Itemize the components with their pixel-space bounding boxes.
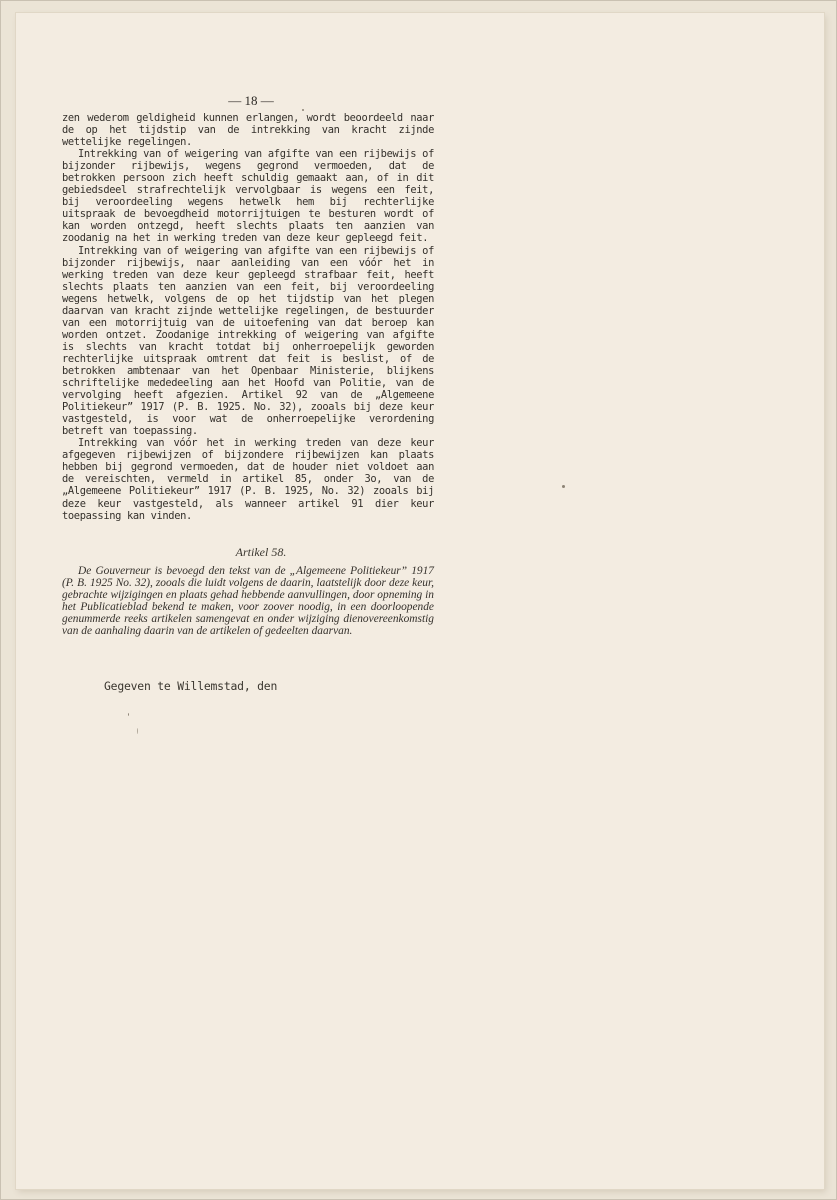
paper-speck [302, 109, 304, 111]
paper-speck [128, 713, 129, 716]
paragraph-revocation-suspicion: Intrekking van of weigering van afgifte van een rijbewijs of bijzonder rijbewijs, wegens gegrond vermoeden, dat de betrokken persoon zich heeft schuldig gemaakt aan, of in dit gebiedsdeel strafrechtelijk vervolgbaar is wegens een feit, bij veroordeeling wegens hetwelk hem bij rechterlijke uitspraak de bevoegdheid motorrijtuigen te besturen wordt of kan worden ontzegd, heeft slechts plaats ten aanzien van zoodanig na het in werking treden van deze keur gepleegd feit. [62, 148, 434, 245]
paragraph-continued: zen wederom geldigheid kunnen erlangen, wordt beoordeeld naar de op het tijdstip van de intrekking van kracht zijnde wettelijke regelingen. [62, 112, 434, 149]
paper-speck [137, 728, 138, 734]
signing-line: Gegeven te Willemstad, den [104, 679, 278, 693]
body-text [62, 112, 434, 522]
document-page [16, 13, 824, 1189]
article-text: De Gouverneur is bevoegd den tekst van de „Algemeene Politiekeur” 1917 (P. B. 1925 No. 32), zooals die luidt volgens de daarin, laatstelijk door deze keur, gebrachte wijzigingen en plaats gehad hebbende aanvullingen, door opneming in het Publicatieblad bekend te maken, voor zoover noodig, in een doorloopende genummerde reeks artikelen samengevat en onder wijziging dienovereenkomstig van de aanhaling daarin van de artikelen of gedeelten daarvan. [62, 565, 434, 638]
article-heading: Artikel 58. [235, 545, 287, 559]
paragraph-revocation-prior-offence: Intrekking van of weigering van afgifte van een rijbewijs of bijzonder rijbewijs, naar aanleiding van een vóór het in werking treden van deze keur gepleegd strafbaar feit, heeft slechts plaats ten aanzien van een feit, bij veroordeeling wegens hetwelk, volgens de op het tijdstip van het plegen daarvan van kracht zijnde wettelijke regelingen, de bestuurder van een motorrijtuig van de uitoefening van dat beroep kan worden ontzet. Zoodanige intrekking of weigering van afgifte is slechts van kracht totdat bij onherroepelijk geworden rechterlijke uitspraak omtrent dat feit is beslist, of de betrokken ambtenaar van het Openbaar Ministerie, blijkens schriftelijke mededeeling aan het Hoofd van Politie, van de vervolging heeft afgezien. Artikel 92 van de „Algemeene Politiekeur” 1917 (P. B. 1925. No. 32), zooals bij deze keur vastgesteld, is voor wat de onherroepelijke verordening betreft van toepassing. [62, 244, 434, 438]
page-number: — 18 — [228, 93, 274, 108]
paragraph-revocation-existing-licences: Intrekking van vóór het in werking treden van deze keur afgegeven rijbewijzen of bijzondere rijbewijzen kan plaats hebben bij gegrond vermoeden, dat de houder niet voldoet aan de vereischten, vermeld in artikel 85, onder 3o, van de „Algemeene Politiekeur” 1917 (P. B. 1925, No. 32) zooals bij deze keur vastgesteld, als wanneer artikel 91 dier keur toepassing kan vinden. [62, 437, 434, 522]
paper-speck [562, 485, 565, 488]
